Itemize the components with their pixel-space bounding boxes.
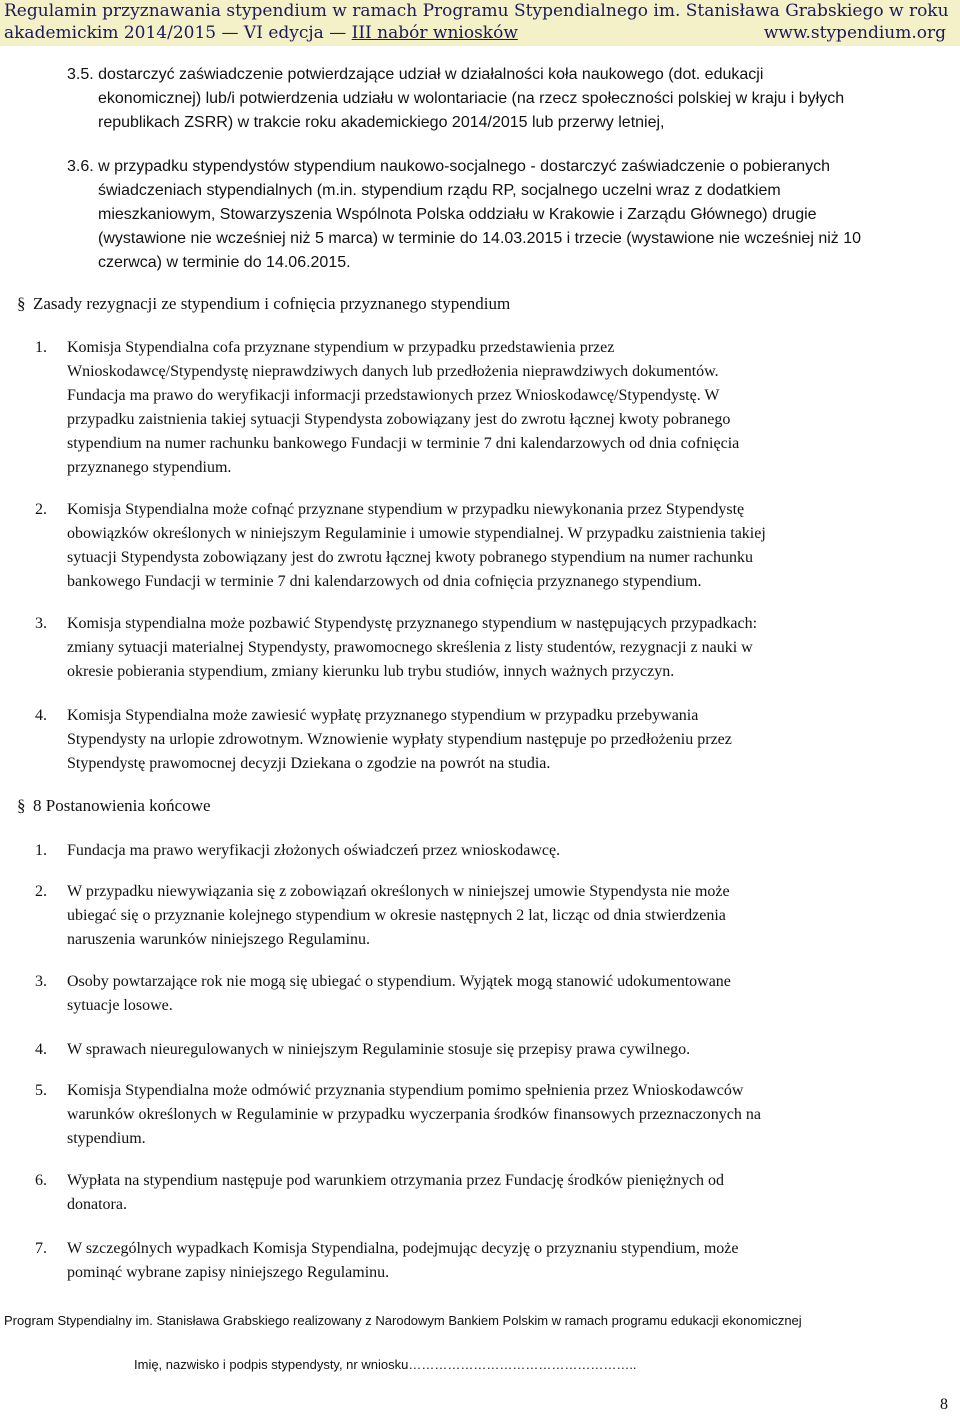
item-line: przypadku zaistnienia takiej sytuacji Stypendysta zobowiązany jest do zwrotu łącznej kwoty pobranego xyxy=(67,411,731,428)
item-3-5-line: ekonomicznej) lub/i potwierdzenia udziału w wolontariacie (na rzecz społeczności polskiej w kraju i byłych xyxy=(98,90,845,107)
item-3-6-line: (wystawione nie wcześniej niż 5 marca) w terminie do 14.03.2015 i trzecie (wystawione nie wcześniej niż 10 xyxy=(98,230,862,247)
item-number: 3.6. xyxy=(67,158,94,175)
item-number: 6. xyxy=(35,1172,47,1189)
edition-info xyxy=(4,22,518,44)
section-sign-icon: § xyxy=(17,294,26,313)
nabor-label: III nabór wniosków xyxy=(351,23,518,43)
item-line: obowiązków określonych w niniejszym Regulaminie i umowie stypendialnej. W przypadku zaistnienia takiej xyxy=(67,525,766,542)
section-heading-postanowienia xyxy=(17,794,211,818)
item-line: Komisja stypendialna może pozbawić Stypendystę przyznanego stypendium w następujących przypadkach: xyxy=(67,615,758,632)
item-line: W szczególnych wypadkach Komisja Stypendialna, podejmując decyzję o przyznaniu stypendium, może xyxy=(67,1240,739,1257)
item-3-5-line xyxy=(67,63,947,87)
section-sign-icon: § xyxy=(17,796,26,815)
item-text: dostarczyć zaświadczenie potwierdzające udział w działalności koła naukowego (dot. edukacji xyxy=(98,66,764,83)
signature-line: Imię, nazwisko i podpis stypendysty, nr wniosku…………………………………………….. xyxy=(134,1357,637,1372)
item-body xyxy=(67,1237,947,1285)
item-3-6 xyxy=(67,155,947,275)
section-title: 8 Postanowienia końcowe xyxy=(33,796,211,815)
document-title: Regulamin przyznawania stypendium w ramach Programu Stypendialnego im. Stanisława Grabskiego w roku xyxy=(4,1,949,21)
edition-prefix: akademickim 2014/2015 — VI edycja — xyxy=(4,23,352,43)
item-number: 3. xyxy=(35,973,47,990)
item-line: Wypłata na stypendium następuje pod warunkiem otrzymania przez Fundację środków pieniężnych od xyxy=(67,1172,725,1189)
item-3-6-line xyxy=(67,155,947,179)
item-3-6-line: czerwca) w terminie do 14.06.2015. xyxy=(98,254,351,271)
page-number: 8 xyxy=(940,1396,948,1413)
item-body xyxy=(67,498,947,594)
section-title: Zasady rezygnacji ze stypendium i cofnięcia przyznanego stypendium xyxy=(33,294,511,313)
item-3-6-line: świadczeniach stypendialnych (m.in. stypendium rządu RP, socjalnego uczelni wraz z dodatkiem xyxy=(98,182,781,199)
item-body xyxy=(67,704,947,776)
item-text: w przypadku stypendystów stypendium naukowo-socjalnego - dostarczyć zaświadczenie o pobieranych xyxy=(98,158,831,175)
item-line: Komisja Stypendialna cofa przyznane stypendium w przypadku przedstawienia przez xyxy=(67,339,615,356)
item-line: Stypendystę prawomocnej decyzji Dziekana o zgodzie na powrót na studia. xyxy=(67,755,551,772)
item-line: Fundacja ma prawo weryfikacji złożonych oświadczeń przez wnioskodawcę. xyxy=(67,842,561,859)
item-line: bankowego Fundacji w terminie 7 dni kalendarzowych od dnia cofnięcia przyznanego stypendium. xyxy=(67,573,702,590)
item-number: 3. xyxy=(35,615,47,632)
item-number: 4. xyxy=(35,707,47,724)
item-line: Fundacja ma prawo do weryfikacji informacji przedstawionych przez Wnioskodawcę/Stypendystę. W xyxy=(67,387,720,404)
item-line: donatora. xyxy=(67,1196,127,1213)
item-body xyxy=(67,970,947,1018)
item-line: ubiegać się o przyznanie kolejnego stypendium w okresie następnych 2 lat, licząc od dnia stwierdzenia xyxy=(67,907,726,924)
item-line: zmiany sytuacji materialnej Stypendysty, prawomocnego skreślenia z listy studentów, rezygnacji z nauki w xyxy=(67,639,753,656)
item-3-5 xyxy=(67,63,947,135)
item-line: sytuacje losowe. xyxy=(67,997,173,1014)
item-3-6-line: mieszkaniowym, Stowarzyszenia Wspólnota Polska oddziału w Krakowie i Zarządu Głównego) drugie xyxy=(98,206,817,223)
item-number: 1. xyxy=(35,339,47,356)
item-body xyxy=(67,880,947,952)
item-body xyxy=(67,612,947,684)
item-line: W sprawach nieuregulowanych w niniejszym Regulaminie stosuje się przepisy prawa cywilnego. xyxy=(67,1041,691,1058)
item-number: 7. xyxy=(35,1240,47,1257)
item-line: Stypendysty na urlopie zdrowotnym. Wznowienie wypłaty stypendium następuje po przedłożeniu przez xyxy=(67,731,732,748)
item-line: sytuacji Stypendysta zobowiązany jest do zwrotu łącznej kwoty pobranego stypendium na numer rachunku xyxy=(67,549,754,566)
item-number: 4. xyxy=(35,1041,47,1058)
item-line: Osoby powtarzające rok nie mogą się ubiegać o stypendium. Wyjątek mogą stanowić udokumentowane xyxy=(67,973,731,990)
website-link[interactable]: www.stypendium.org xyxy=(763,23,946,43)
item-line: okresie pobierania stypendium, zmiany kierunku lub trybu studiów, innych ważnych przyczyn. xyxy=(67,663,675,680)
item-body xyxy=(67,1038,947,1062)
item-number: 5. xyxy=(35,1082,47,1099)
item-line: Komisja Stypendialna może zawiesić wypłatę przyznanego stypendium w przypadku przebywania xyxy=(67,707,699,724)
item-body xyxy=(67,1079,947,1151)
item-line: Komisja Stypendialna może odmówić przyznania stypendium pomimo spełnienia przez Wnioskodawców xyxy=(67,1082,744,1099)
item-number: 2. xyxy=(35,883,47,900)
item-line: Komisja Stypendialna może cofnąć przyznane stypendium w przypadku niewykonania przez Stypendystę xyxy=(67,501,745,518)
item-3-5-line: republikach ZSRR) w trakcie roku akademickiego 2014/2015 lub przerwy letniej, xyxy=(98,114,665,131)
item-line: Wnioskodawcę/Stypendystę nieprawdziwych danych lub przedłożenia nieprawdziwych dokumentów. xyxy=(67,363,719,380)
footer-program-note: Program Stypendialny im. Stanisława Grabskiego realizowany z Narodowym Bankiem Polskim w ramach programu edukacji ekonomicznej xyxy=(4,1313,802,1328)
item-line: W przypadku niewywiązania się z zobowiązań określonych w niniejszej umowie Stypendysta nie może xyxy=(67,883,730,900)
item-line: warunków określonych w Regulaminie w przypadku wyczerpania środków finansowych przeznaczonych na xyxy=(67,1106,761,1123)
item-number: 3.5. xyxy=(67,66,94,83)
item-body xyxy=(67,839,947,863)
item-body xyxy=(67,336,947,480)
item-line: przyznanego stypendium. xyxy=(67,459,232,476)
item-number: 2. xyxy=(35,501,47,518)
item-line: naruszenia warunków niniejszego Regulaminu. xyxy=(67,931,371,948)
item-body xyxy=(67,1169,947,1217)
item-number: 1. xyxy=(35,842,47,859)
item-line: pominąć wybrane zapisy niniejszego Regulaminu. xyxy=(67,1264,390,1281)
item-line: stypendium. xyxy=(67,1130,146,1147)
item-line: stypendium na numer rachunku bankowego Fundacji w terminie 7 dni kalendarzowych od dnia cofnięcia xyxy=(67,435,740,452)
section-heading-rezygnacja xyxy=(17,292,510,316)
